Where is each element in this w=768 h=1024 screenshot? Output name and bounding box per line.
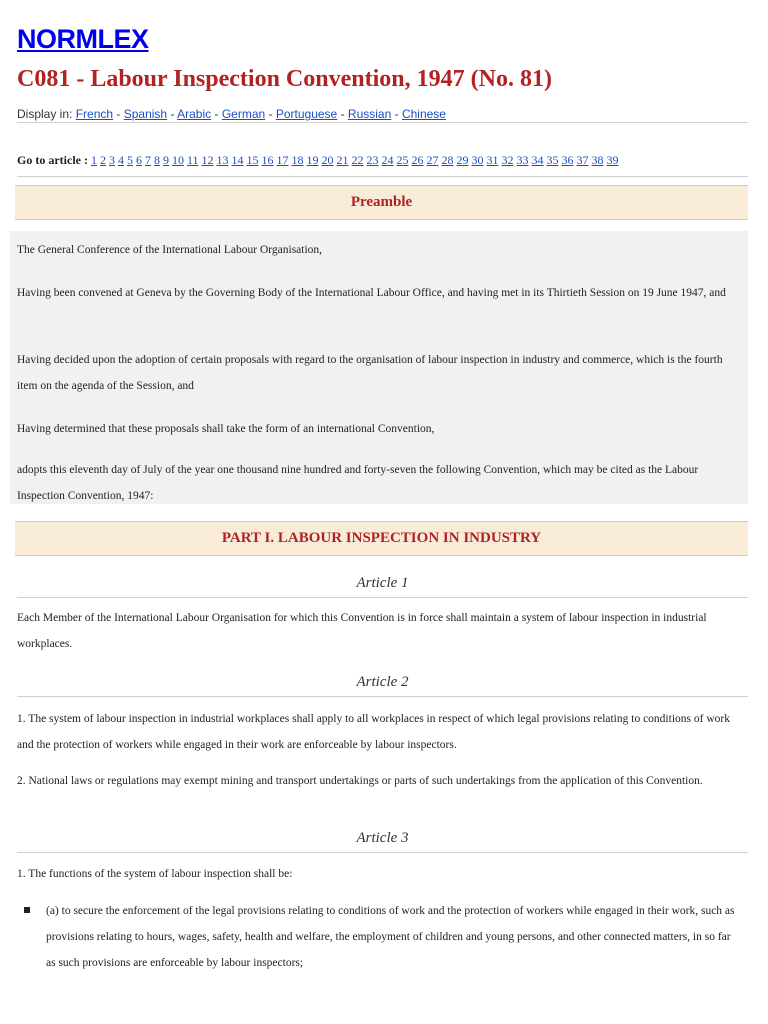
article-link-21[interactable]: 21	[336, 153, 349, 167]
preamble-paragraph: adopts this eleventh day of July of the year one thousand nine hundred and forty-seven the following Convention, which may be cited as the Labour Inspection Convention, 1947:	[17, 464, 699, 502]
article-link-1[interactable]: 1	[90, 153, 97, 167]
bullet-icon	[24, 907, 30, 913]
preamble-heading: Preamble	[15, 185, 748, 220]
article-link-3[interactable]: 3	[108, 153, 115, 167]
article-link-22[interactable]: 22	[351, 153, 364, 167]
language-separator: -	[211, 107, 222, 121]
article-link-38[interactable]: 38	[591, 153, 604, 167]
article-link-14[interactable]: 14	[231, 153, 244, 167]
article-paragraph: 1. The system of labour inspection in industrial workplaces shall apply to all workplaces in respect of which legal provisions relating to conditions of work and the protection of workers while engaged in their work are enforceable by labour inspectors.	[17, 713, 730, 751]
language-link-russian[interactable]: Russian	[347, 107, 392, 121]
article-heading: Article 1	[17, 575, 748, 598]
language-separator: -	[167, 107, 178, 121]
article-link-24[interactable]: 24	[381, 153, 394, 167]
article-link-5[interactable]: 5	[126, 153, 133, 167]
go-to-article-bar	[17, 153, 622, 168]
part-heading: PART I. LABOUR INSPECTION IN INDUSTRY	[15, 521, 748, 556]
preamble-paragraph: The General Conference of the International Labour Organisation,	[17, 244, 323, 256]
language-link-german[interactable]: German	[221, 107, 266, 121]
go-to-article-label: Go to article :	[17, 153, 88, 167]
list-item: (a) to secure the enforcement of the legal provisions relating to conditions of work and the protection of workers while engaged in their work, such as provisions relating to hours, wages, safety, health and welfare, the employment of children and young persons, and other connected matters, in so far as such provisions are enforceable by labour inspectors;	[46, 905, 735, 969]
article-link-11[interactable]: 11	[186, 153, 199, 167]
article-link-13[interactable]: 13	[216, 153, 229, 167]
article-link-39[interactable]: 39	[606, 153, 619, 167]
article-link-19[interactable]: 19	[306, 153, 319, 167]
display-in-bar	[17, 107, 446, 121]
language-link-portuguese[interactable]: Portuguese	[275, 107, 338, 121]
preamble-paragraph: Having been convened at Geneva by the Governing Body of the International Labour Office, and having met in its Thirtieth Session on 19 June 1947, and	[17, 287, 726, 299]
article-paragraph: 1. The functions of the system of labour inspection shall be:	[17, 868, 293, 880]
language-separator: -	[337, 107, 348, 121]
article-link-20[interactable]: 20	[321, 153, 334, 167]
preamble-paragraph: Having determined that these proposals shall take the form of an international Convention,	[17, 423, 435, 435]
article-paragraph: 2. National laws or regulations may exempt mining and transport undertakings or parts of such undertakings from the application of this Convention.	[17, 775, 703, 787]
article-link-36[interactable]: 36	[561, 153, 574, 167]
article-link-37[interactable]: 37	[576, 153, 589, 167]
article-link-35[interactable]: 35	[546, 153, 559, 167]
language-link-french[interactable]: French	[75, 107, 114, 121]
article-link-28[interactable]: 28	[441, 153, 454, 167]
divider	[17, 176, 748, 177]
article-link-17[interactable]: 17	[276, 153, 289, 167]
page-title: C081 - Labour Inspection Convention, 1947 (No. 81)	[17, 66, 552, 92]
article-link-34[interactable]: 34	[531, 153, 544, 167]
divider	[17, 122, 748, 123]
language-separator: -	[113, 107, 124, 121]
article-heading: Article 2	[17, 674, 748, 697]
article-link-18[interactable]: 18	[291, 153, 304, 167]
article-link-26[interactable]: 26	[411, 153, 424, 167]
article-link-8[interactable]: 8	[153, 153, 160, 167]
article-link-15[interactable]: 15	[246, 153, 259, 167]
article-link-32[interactable]: 32	[501, 153, 514, 167]
article-link-4[interactable]: 4	[117, 153, 124, 167]
article-link-23[interactable]: 23	[366, 153, 379, 167]
language-link-chinese[interactable]: Chinese	[401, 107, 446, 121]
article-link-29[interactable]: 29	[456, 153, 469, 167]
language-separator: -	[265, 107, 276, 121]
article-link-9[interactable]: 9	[162, 153, 169, 167]
article-link-31[interactable]: 31	[486, 153, 499, 167]
article-link-27[interactable]: 27	[426, 153, 439, 167]
language-link-spanish[interactable]: Spanish	[123, 107, 168, 121]
article-link-2[interactable]: 2	[99, 153, 106, 167]
article-paragraph: Each Member of the International Labour Organisation for which this Convention is in force shall maintain a system of labour inspection in industrial workplaces.	[17, 612, 707, 650]
preamble-paragraph: Having decided upon the adoption of certain proposals with regard to the organisation of labour inspection in industry and commerce, which is the fourth item on the agenda of the Session, and	[17, 354, 723, 392]
display-in-label: Display in:	[17, 107, 73, 121]
article-link-12[interactable]: 12	[201, 153, 214, 167]
article-links	[91, 153, 622, 167]
article-link-33[interactable]: 33	[516, 153, 529, 167]
language-link-arabic[interactable]: Arabic	[177, 107, 212, 121]
normlex-logo-link[interactable]: NORMLEX	[17, 24, 149, 54]
article-link-30[interactable]: 30	[471, 153, 484, 167]
article-heading: Article 3	[17, 830, 748, 853]
article-link-10[interactable]: 10	[171, 153, 184, 167]
language-links	[76, 107, 446, 121]
article-link-16[interactable]: 16	[261, 153, 274, 167]
article-link-6[interactable]: 6	[135, 153, 142, 167]
article-link-25[interactable]: 25	[396, 153, 409, 167]
language-separator: -	[391, 107, 402, 121]
article-link-7[interactable]: 7	[144, 153, 151, 167]
